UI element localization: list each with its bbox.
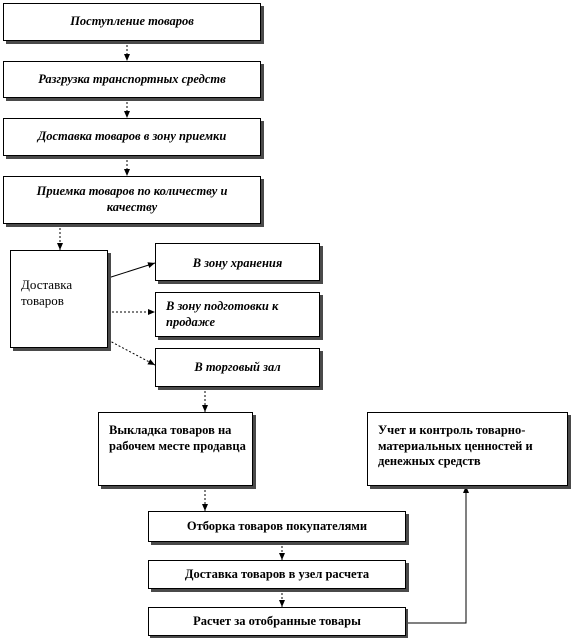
- box-dest-salesfloor: [155, 348, 320, 387]
- box-delivery-to-acceptance: [3, 118, 261, 156]
- box-dest-storage: [155, 243, 320, 281]
- box-payment: [148, 607, 406, 636]
- box-delivery-to-checkout: [148, 560, 406, 589]
- box-control: [367, 412, 568, 486]
- box-control-label: Учет и контроль товарно-материальных ценностей и денежных средств: [378, 423, 533, 469]
- arrow-9-control: [408, 486, 466, 623]
- box-display: [98, 412, 253, 486]
- box-receipt: [3, 3, 261, 41]
- box-delivery: [10, 250, 108, 348]
- box-delivery-label: Доставка товаров: [21, 277, 73, 309]
- box-delivery-to-acceptance-label: Доставка товаров в зону приемки: [37, 129, 227, 144]
- box-receipt-label: Поступление товаров: [70, 14, 194, 29]
- arrow-5-dest1: [108, 263, 155, 278]
- box-selection-label: Отборка товаров покупателями: [186, 518, 368, 533]
- box-selection: [148, 511, 406, 542]
- box-dest-preparation: [155, 292, 320, 337]
- box-unloading-label: Разгрузка транспортных средств: [38, 71, 226, 86]
- box-dest-storage-label: В зону хранения: [192, 256, 283, 270]
- arrow-5-dest3: [108, 340, 155, 365]
- box-delivery-to-checkout-label: Доставка товаров в узел расчета: [184, 566, 370, 581]
- box-display-label: Выкладка товаров на рабочем месте продавца: [109, 423, 246, 453]
- box-dest-preparation-label: В зону подготовки к продаже: [166, 298, 279, 329]
- box-acceptance-label: Приемка товаров по количеству и качеству: [36, 184, 228, 214]
- box-payment-label: Расчет за отобранные товары: [193, 613, 361, 628]
- box-dest-salesfloor-label: В торговый зал: [194, 359, 281, 374]
- box-unloading: [3, 61, 261, 98]
- box-acceptance: [3, 176, 261, 224]
